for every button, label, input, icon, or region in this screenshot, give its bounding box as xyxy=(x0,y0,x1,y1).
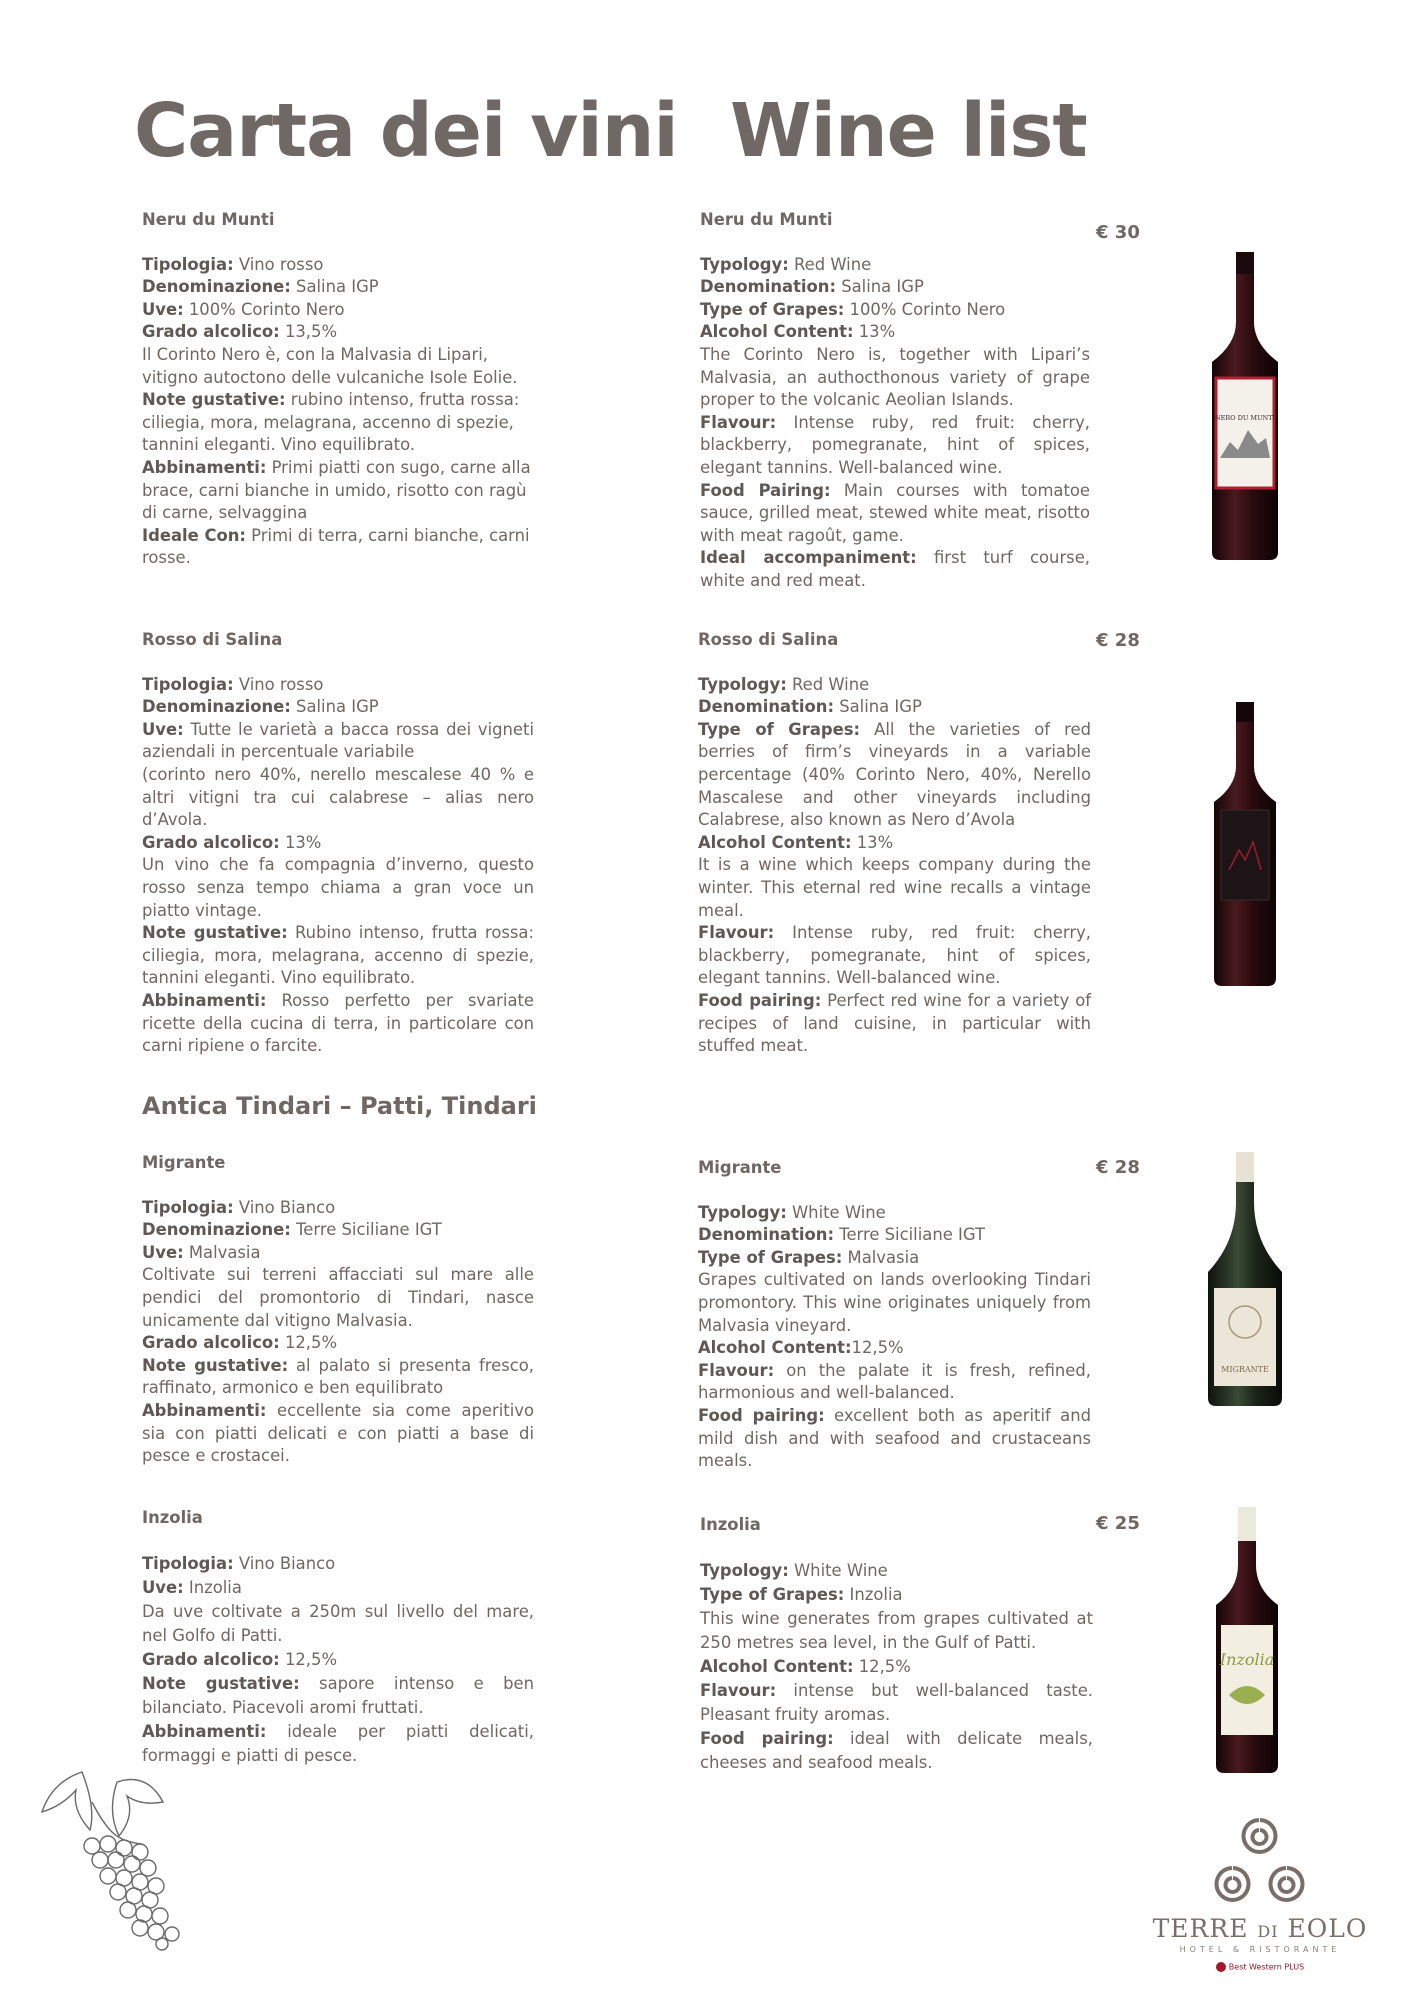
bottle-migrante-image xyxy=(1200,1150,1290,1410)
grape-leaf-1 xyxy=(42,1772,92,1830)
wine-detail-label: Alcohol Content: xyxy=(698,1338,852,1358)
page-title-en: Wine list xyxy=(730,88,1087,174)
wine-detail-label: Tipologia: xyxy=(142,254,234,274)
bottle-capsule xyxy=(1236,252,1254,274)
wine-detail-row xyxy=(700,480,1090,548)
wine-detail-row xyxy=(142,1400,534,1468)
wine-detail-row xyxy=(700,276,1090,299)
wine-detail-row xyxy=(700,321,1090,344)
wine-detail-row xyxy=(700,1679,1093,1727)
wine-detail-row xyxy=(698,990,1091,1058)
bottle-capsule xyxy=(1236,1152,1254,1182)
grape-leaf-2 xyxy=(112,1780,163,1837)
bottle-rosso-di-salina-image xyxy=(1205,700,1285,990)
wine-it-neru xyxy=(142,209,534,570)
wine-detail-label: Denominazione: xyxy=(142,1220,291,1240)
wine-name: Neru du Munti xyxy=(142,210,275,229)
wine-it-migrante xyxy=(142,1152,534,1468)
wine-detail-text: excellent both as aperitif and mild dish and with seafood and crustaceans meals. xyxy=(698,1405,1091,1471)
logo-brand-di: DI xyxy=(1257,1922,1279,1941)
wine-name: Rosso di Salina xyxy=(142,630,283,649)
wine-detail-label: Note gustative: xyxy=(142,390,286,410)
wine-detail-label: Alcohol Content: xyxy=(700,1657,854,1676)
wine-detail-label: Flavour: xyxy=(698,1360,775,1380)
wine-detail-text: intense but well-balanced taste. Pleasant fruity aromas. xyxy=(700,1681,1093,1724)
wine-detail-row xyxy=(698,1269,1091,1337)
wine-detail-row xyxy=(142,254,534,277)
wine-detail-row xyxy=(142,1197,534,1220)
bottle-label-text: NERO DU MUNTI xyxy=(1214,414,1276,422)
wine-detail-label: Grado alcolico: xyxy=(142,1333,280,1353)
wine-detail-row xyxy=(142,1648,534,1672)
wine-detail-text: Vino Bianco xyxy=(233,1554,336,1573)
wine-detail-label: Type of Grapes: xyxy=(698,719,861,739)
wine-detail-row xyxy=(142,1264,534,1332)
wine-detail-label: Typology: xyxy=(700,254,789,274)
wine-it-rosso xyxy=(142,629,534,1058)
wine-detail-row xyxy=(142,696,534,719)
wine-detail-row xyxy=(142,1219,534,1242)
wine-en-migrante xyxy=(698,1157,1091,1473)
wine-detail-text: Main courses with tomatoe sauce, grilled meat, stewed white meat, risotto with meat ragoût, game. xyxy=(700,480,1091,545)
wine-detail-text: 12,5% xyxy=(279,1333,338,1353)
wine-detail-text: ideale per piatti delicati, formaggi e piatti di pesce. xyxy=(142,1722,534,1765)
wine-name: Inzolia xyxy=(142,1508,203,1527)
wine-detail-text: 13% xyxy=(853,322,896,342)
bottle-neru-du-munti-image xyxy=(1200,248,1290,568)
section-title: Antica Tindari – Patti, Tindari xyxy=(142,1092,537,1120)
page-title-it: Carta dei vini xyxy=(134,88,678,174)
wine-detail-text: Rosso perfetto per svariate ricette della cucina di terra, in particolare con carni ripiene o farcite. xyxy=(142,990,534,1056)
wine-detail-label: Abbinamenti: xyxy=(142,1400,267,1420)
wine-detail-text: Terre Siciliane IGT xyxy=(290,1220,442,1240)
wine-detail-label: Denominazione: xyxy=(142,277,291,297)
wine-detail-label: Denomination: xyxy=(698,1225,835,1245)
wine-detail-row xyxy=(698,674,1091,697)
wine-detail-row xyxy=(698,1360,1091,1405)
wine-detail-label: Alcohol Content: xyxy=(700,322,854,342)
wine-detail-label: Type of Grapes: xyxy=(700,1585,845,1604)
wine-detail-text: Vino rosso xyxy=(233,254,324,274)
wine-en-neru xyxy=(700,209,1090,593)
wine-detail-label: Uve: xyxy=(142,299,184,319)
wine-detail-row xyxy=(142,1720,534,1768)
wine-detail-text: 13% xyxy=(279,832,322,852)
wine-detail-row xyxy=(698,832,1091,855)
wine-detail-text: This wine generates from grapes cultivated at 250 metres sea level, in the Gulf of Patti. xyxy=(700,1609,1093,1652)
bottle-label xyxy=(1221,810,1269,900)
wine-detail-text: All the varieties of red berries of firm’s vineyards in a variable percentage (40% Corinto Nero, 40%, Nerello Mascalese and other vineyards including Calabrese, also known as Nero d’Avola xyxy=(698,719,1091,830)
wine-detail-label: Grado alcolico: xyxy=(142,322,280,342)
wine-detail-label: Type of Grapes: xyxy=(700,299,845,319)
wine-detail-text: 12,5% xyxy=(851,1338,904,1358)
price-migrante: € 28 xyxy=(1096,1157,1140,1178)
price-neru: € 30 xyxy=(1096,222,1140,243)
wine-detail-row xyxy=(142,299,534,322)
wine-detail-text: Un vino che fa compagnia d’inverno, questo rosso senza tempo chiama a gran voce un piatto vintage. xyxy=(142,855,534,920)
partner-badge xyxy=(1150,1962,1370,1972)
wine-detail-row xyxy=(142,719,534,764)
wine-detail-row xyxy=(698,854,1091,922)
wine-detail-text: White Wine xyxy=(788,1561,888,1580)
wine-detail-row xyxy=(700,1607,1093,1655)
wine-detail-text: Tutte le varietà a bacca rossa dei vigneti aziendali in percentuale variabile xyxy=(142,719,534,762)
wine-detail-row xyxy=(142,1355,534,1400)
wine-detail-row xyxy=(698,1405,1091,1473)
wine-detail-row xyxy=(142,389,534,457)
wine-detail-row xyxy=(700,1727,1093,1775)
partner-dot-icon xyxy=(1216,1962,1226,1972)
wine-detail-row xyxy=(698,1202,1091,1225)
wine-detail-text: Coltivate sui terreni affacciati sul mare alle pendici del promontorio di Tindari, nasce unicamente dal vitigno Malvasia. xyxy=(142,1265,534,1330)
wine-detail-text: The Corinto Nero is, together with Lipari’s Malvasia, an authocthonous variety of grape proper to the volcanic Aeolian Islands. xyxy=(700,344,1090,410)
wine-detail-text: Inzolia xyxy=(844,1585,903,1604)
wine-detail-label: Abbinamenti: xyxy=(142,457,267,477)
triskelion-icon xyxy=(1205,1808,1315,1908)
wine-detail-text: Rubino intenso, frutta rossa: ciliegia, mora, melagrana, accenno di spezie, tannini eleganti. Vino equilibrato. xyxy=(142,923,534,988)
wine-detail-text: Vino rosso xyxy=(233,674,324,694)
wine-detail-label: Denominazione: xyxy=(142,697,291,717)
wine-detail-label: Ideale Con: xyxy=(142,525,246,545)
wine-detail-label: Grado alcolico: xyxy=(142,832,280,852)
wine-detail-text: 100% Corinto Nero xyxy=(844,299,1006,319)
wine-detail-label: Food pairing: xyxy=(698,1405,825,1425)
wine-detail-row xyxy=(142,321,534,344)
bottle-label-text: Inzolia xyxy=(1219,1650,1275,1669)
logo-brand-2: EOLO xyxy=(1287,1914,1368,1943)
wine-en-inzolia xyxy=(700,1513,1093,1775)
wine-detail-label: Note gustative: xyxy=(142,1355,289,1375)
wine-detail-text: Red Wine xyxy=(788,254,872,274)
wine-detail-row xyxy=(142,1332,534,1355)
wine-detail-row xyxy=(698,719,1091,832)
wine-detail-text: on the palate it is fresh, refined, harmonious and well-balanced. xyxy=(698,1360,1091,1403)
wine-detail-text: al palato si presenta fresco, raffinato, armonico e ben equilibrato xyxy=(142,1355,534,1398)
wine-detail-row xyxy=(700,547,1090,592)
wine-detail-text: ideal with delicate meals, cheeses and seafood meals. xyxy=(700,1729,1093,1772)
bottle-capsule xyxy=(1238,1507,1256,1541)
wine-name: Rosso di Salina xyxy=(698,630,839,649)
wine-detail-row xyxy=(700,1559,1093,1583)
wine-detail-row xyxy=(142,1672,534,1720)
wine-detail-row xyxy=(700,1655,1093,1679)
wine-detail-text: 12,5% xyxy=(853,1657,911,1676)
wine-detail-text: Perfect red wine for a variety of recipes of land cuisine, in particular with stuffed meat. xyxy=(698,990,1091,1056)
wine-detail-row xyxy=(142,990,534,1058)
wine-detail-text: White Wine xyxy=(786,1202,886,1222)
wine-detail-text: Grapes cultivated on lands overlooking Tindari promontory. This wine originates uniquely from Malvasia vineyard. xyxy=(698,1270,1091,1335)
wine-detail-label: Flavour: xyxy=(698,923,775,943)
wine-detail-text: (corinto nero 40%, nerello mescalese 40 % e altri vitigni tra cui calabrese – alias nero d’Avola. xyxy=(142,764,534,830)
wine-detail-label: Typology: xyxy=(698,1202,787,1222)
wine-detail-label: Grado alcolico: xyxy=(142,1650,280,1669)
wine-detail-text: 13,5% xyxy=(279,322,338,342)
logo-brand xyxy=(1150,1914,1370,1943)
wine-detail-text: Vino Bianco xyxy=(233,1197,336,1217)
wine-detail-row xyxy=(142,276,534,299)
wine-detail-row xyxy=(698,1224,1091,1247)
wine-detail-label: Alcohol Content: xyxy=(698,832,852,852)
wine-detail-row xyxy=(698,922,1091,990)
bottle-label-text: MIGRANTE xyxy=(1221,1365,1269,1374)
grape-stem xyxy=(92,1802,142,1844)
wine-detail-text: Malvasia xyxy=(842,1247,920,1267)
wine-detail-row xyxy=(142,1576,534,1600)
wine-en-rosso xyxy=(698,629,1091,1058)
wine-detail-label: Type of Grapes: xyxy=(698,1247,843,1267)
wine-detail-label: Abbinamenti: xyxy=(142,1722,267,1741)
wine-detail-row xyxy=(700,1583,1093,1607)
wine-detail-text: Il Corinto Nero è, con la Malvasia di Lipari, vitigno autoctono delle vulcaniche Isole Eolie. xyxy=(142,344,518,387)
wine-detail-row xyxy=(700,299,1090,322)
wine-detail-text: Red Wine xyxy=(786,674,870,694)
wine-detail-row xyxy=(700,254,1090,277)
wine-detail-text: eccellente sia come aperitivo sia con piatti delicati e con piatti a base di pesce e crostacei. xyxy=(142,1400,534,1466)
wine-detail-text: Intense ruby, red fruit: cherry, blackberry, pomegranate, hint of spices, elegant tannins. Well-balanced wine. xyxy=(698,923,1091,988)
wine-detail-row xyxy=(142,457,534,525)
wine-detail-row xyxy=(142,764,534,832)
wine-detail-row xyxy=(142,344,534,389)
wine-detail-text: Terre Siciliane IGT xyxy=(834,1225,985,1245)
wine-detail-label: Uve: xyxy=(142,1578,184,1597)
wine-name: Inzolia xyxy=(700,1515,761,1534)
wine-detail-row xyxy=(142,832,534,855)
wine-name: Neru du Munti xyxy=(700,210,833,229)
wine-detail-row xyxy=(142,1242,534,1265)
wine-detail-label: Food Pairing: xyxy=(700,480,831,500)
partner-label: Best Western PLUS xyxy=(1228,1962,1305,1972)
price-rosso: € 28 xyxy=(1096,630,1140,651)
logo-brand-1: TERRE xyxy=(1152,1914,1249,1943)
wine-detail-text: Primi piatti con sugo, carne alla brace, carni bianche in umido, risotto con ragù di carne, selvaggina xyxy=(142,457,531,523)
bottle-inzolia-image xyxy=(1207,1505,1287,1775)
wine-detail-text: Malvasia xyxy=(183,1242,261,1262)
wine-detail-text: Salina IGP xyxy=(836,277,924,297)
wine-detail-label: Tipologia: xyxy=(142,674,234,694)
wine-it-inzolia xyxy=(142,1506,534,1768)
wine-detail-row xyxy=(698,696,1091,719)
terre-di-eolo-logo xyxy=(1150,1808,1370,1972)
wine-detail-label: Flavour: xyxy=(700,412,777,432)
wine-detail-text: It is a wine which keeps company during the winter. This eternal red wine recalls a vintage meal. xyxy=(698,855,1091,920)
wine-detail-text: Primi di terra, carni bianche, carni rosse. xyxy=(142,525,530,568)
wine-detail-text: sapore intenso e ben bilanciato. Piacevoli aromi fruttati. xyxy=(142,1674,534,1717)
wine-detail-text: 100% Corinto Nero xyxy=(183,299,345,319)
grape-cluster xyxy=(84,1836,179,1950)
wine-detail-label: Food pairing: xyxy=(700,1729,834,1748)
wine-detail-row xyxy=(142,1552,534,1576)
wine-detail-text: 13% xyxy=(851,832,894,852)
grape-illustration xyxy=(22,1762,222,1952)
wine-detail-row xyxy=(142,854,534,922)
wine-detail-label: Abbinamenti: xyxy=(142,990,267,1010)
wine-detail-label: Denomination: xyxy=(698,697,835,717)
wine-detail-label: Typology: xyxy=(698,674,787,694)
wine-name: Migrante xyxy=(142,1153,226,1172)
wine-detail-row xyxy=(142,674,534,697)
wine-detail-text: Inzolia xyxy=(183,1578,242,1597)
wine-detail-label: Note gustative: xyxy=(142,923,288,943)
price-inzolia: € 25 xyxy=(1096,1513,1140,1534)
wine-detail-text: Intense ruby, red fruit: cherry, blackberry, pomegranate, hint of spices, elegant tannins. Well-balanced wine. xyxy=(700,412,1090,477)
wine-detail-label: Typology: xyxy=(700,1561,789,1580)
wine-detail-row xyxy=(700,412,1090,480)
wine-detail-row xyxy=(142,922,534,990)
wine-detail-label: Flavour: xyxy=(700,1681,777,1700)
wine-name: Migrante xyxy=(698,1158,782,1177)
bottle-label xyxy=(1216,378,1274,488)
wine-detail-label: Tipologia: xyxy=(142,1554,234,1573)
wine-detail-row xyxy=(698,1337,1091,1360)
wine-detail-text: Salina IGP xyxy=(290,277,379,297)
wine-detail-text: 12,5% xyxy=(279,1650,338,1669)
wine-detail-label: Tipologia: xyxy=(142,1197,234,1217)
wine-detail-label: Denomination: xyxy=(700,277,837,297)
bottle-label xyxy=(1221,1625,1273,1735)
wine-detail-label: Uve: xyxy=(142,1242,184,1262)
wine-detail-text: Salina IGP xyxy=(290,697,379,717)
wine-detail-text: Salina IGP xyxy=(834,697,922,717)
wine-detail-row xyxy=(700,344,1090,412)
wine-detail-text: rubino intenso, frutta rossa: ciliegia, mora, melagrana, accenno di spezie, tannini eleganti. Vino equilibrato. xyxy=(142,390,520,455)
wine-detail-row xyxy=(142,1600,534,1648)
logo-subtitle: HOTEL & RISTORANTE xyxy=(1179,1945,1341,1954)
wine-detail-label: Ideal accompaniment: xyxy=(700,548,917,568)
wine-detail-label: Uve: xyxy=(142,719,184,739)
wine-detail-row xyxy=(698,1247,1091,1270)
wine-detail-label: Note gustative: xyxy=(142,1674,300,1693)
wine-detail-row xyxy=(142,525,534,570)
wine-detail-label: Food pairing: xyxy=(698,990,822,1010)
wine-detail-text: Da uve coltivate a 250m sul livello del mare, nel Golfo di Patti. xyxy=(142,1602,534,1645)
wine-detail-text: first turf course, white and red meat. xyxy=(700,548,1091,590)
bottle-capsule xyxy=(1236,702,1254,722)
